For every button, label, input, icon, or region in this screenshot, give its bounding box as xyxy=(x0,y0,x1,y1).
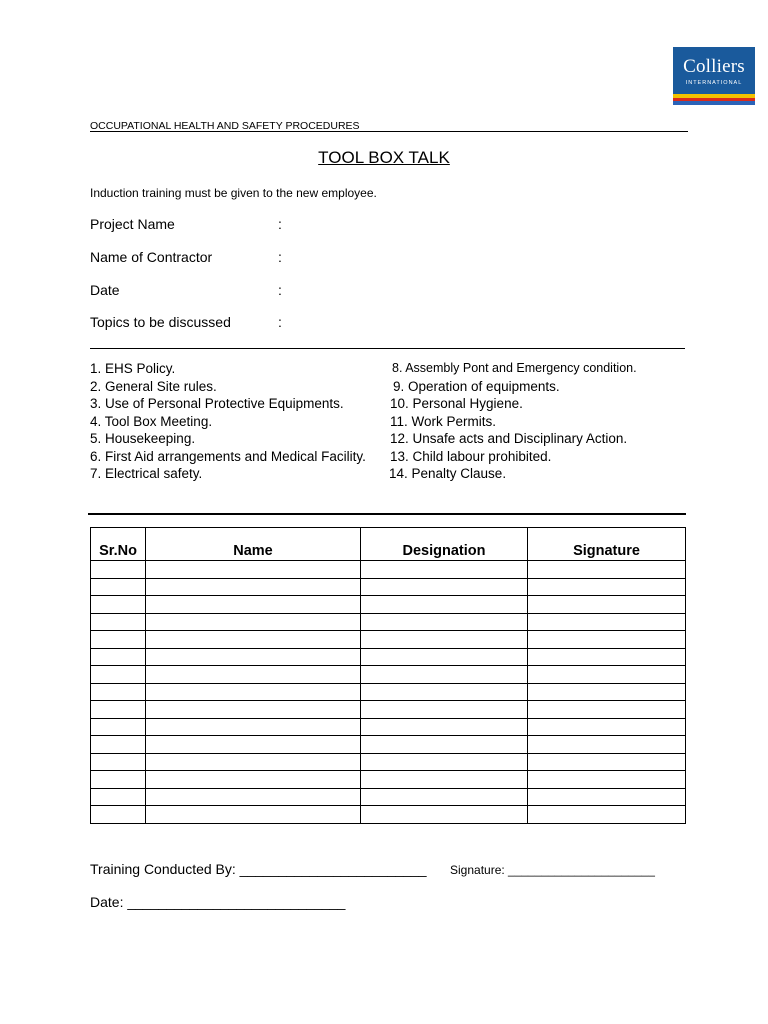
designation-cell[interactable] xyxy=(361,561,528,579)
field-topics-colon: : xyxy=(278,314,282,330)
intro-text: Induction training must be given to the new employee. xyxy=(90,186,377,200)
designation-cell[interactable] xyxy=(361,718,528,736)
table-row xyxy=(91,648,686,666)
designation-cell[interactable] xyxy=(361,578,528,596)
page-title: TOOL BOX TALK xyxy=(318,148,450,167)
topic-item: 7. Electrical safety. xyxy=(90,466,203,481)
field-date-colon: : xyxy=(278,282,282,298)
name-cell[interactable] xyxy=(146,631,361,649)
training-conducted-by-line: Training Conducted By: ________________________ xyxy=(90,861,427,877)
signature-cell[interactable] xyxy=(528,701,686,719)
table-row xyxy=(91,578,686,596)
signature-cell[interactable] xyxy=(528,806,686,824)
name-cell[interactable] xyxy=(146,578,361,596)
table-row xyxy=(91,596,686,614)
logo-stripe-blue xyxy=(673,101,755,105)
logo-stripes xyxy=(673,94,755,105)
srno-cell[interactable] xyxy=(91,771,146,789)
signature-cell[interactable] xyxy=(528,666,686,684)
topic-item: 9. Operation of equipments. xyxy=(393,378,560,394)
table-row xyxy=(91,613,686,631)
signature-cell[interactable] xyxy=(528,753,686,771)
field-project-name-label: Project Name xyxy=(90,216,175,232)
topic-item: 12. Unsafe acts and Disciplinary Action. xyxy=(390,431,628,446)
srno-cell[interactable] xyxy=(91,753,146,771)
signature-cell[interactable] xyxy=(528,578,686,596)
designation-cell[interactable] xyxy=(361,806,528,824)
name-cell[interactable] xyxy=(146,753,361,771)
srno-cell[interactable] xyxy=(91,736,146,754)
section-header: OCCUPATIONAL HEALTH AND SAFETY PROCEDURES xyxy=(90,120,360,132)
table-row xyxy=(91,753,686,771)
table-row xyxy=(91,683,686,701)
signature-cell[interactable] xyxy=(528,613,686,631)
date-line: Date: ____________________________ xyxy=(90,894,346,910)
table-top-divider xyxy=(88,513,686,515)
srno-cell[interactable] xyxy=(91,701,146,719)
designation-cell[interactable] xyxy=(361,736,528,754)
signature-cell[interactable] xyxy=(528,683,686,701)
field-project-name-colon: : xyxy=(278,216,282,232)
topic-item: 3. Use of Personal Protective Equipments. xyxy=(90,396,344,411)
table-header-row xyxy=(91,528,686,561)
signature-cell[interactable] xyxy=(528,718,686,736)
name-cell[interactable] xyxy=(146,718,361,736)
name-cell[interactable] xyxy=(146,561,361,579)
table-row xyxy=(91,701,686,719)
name-cell[interactable] xyxy=(146,771,361,789)
topic-item: 4. Tool Box Meeting. xyxy=(90,413,213,429)
table-row xyxy=(91,718,686,736)
signature-cell[interactable] xyxy=(528,631,686,649)
logo-subtitle: INTERNATIONAL xyxy=(685,80,743,86)
name-cell[interactable] xyxy=(146,596,361,614)
signature-cell[interactable] xyxy=(528,596,686,614)
srno-cell[interactable] xyxy=(91,806,146,824)
field-date-label: Date xyxy=(90,282,120,298)
field-topics-label: Topics to be discussed xyxy=(90,314,231,330)
topic-item: 10. Personal Hygiene. xyxy=(390,396,523,411)
table-row xyxy=(91,771,686,789)
srno-cell[interactable] xyxy=(91,648,146,666)
topic-item: 14. Penalty Clause. xyxy=(389,466,507,481)
table-row xyxy=(91,631,686,649)
srno-cell[interactable] xyxy=(91,578,146,596)
srno-cell[interactable] xyxy=(91,561,146,579)
designation-cell[interactable] xyxy=(361,753,528,771)
srno-cell[interactable] xyxy=(91,613,146,631)
topic-item: 1. EHS Policy. xyxy=(90,361,176,376)
srno-cell[interactable] xyxy=(91,666,146,684)
signature-cell[interactable] xyxy=(528,561,686,579)
table-row xyxy=(91,788,686,806)
name-cell[interactable] xyxy=(146,788,361,806)
name-cell[interactable] xyxy=(146,613,361,631)
designation-cell[interactable] xyxy=(361,596,528,614)
name-cell[interactable] xyxy=(146,666,361,684)
name-cell[interactable] xyxy=(146,736,361,754)
srno-cell[interactable] xyxy=(91,788,146,806)
topic-item: 2. General Site rules. xyxy=(90,378,217,394)
designation-cell[interactable] xyxy=(361,701,528,719)
field-contractor-colon: : xyxy=(278,249,282,265)
name-cell[interactable] xyxy=(146,683,361,701)
table-row xyxy=(91,666,686,684)
table-row xyxy=(91,561,686,579)
attendance-table-body xyxy=(91,561,686,824)
name-cell[interactable] xyxy=(146,806,361,824)
column-header-srno: Sr.No xyxy=(91,528,146,561)
name-cell[interactable] xyxy=(146,648,361,666)
field-contractor-label: Name of Contractor xyxy=(90,249,213,265)
table-row xyxy=(91,736,686,754)
designation-cell[interactable] xyxy=(361,788,528,806)
logo-wordmark: Colliers xyxy=(683,56,745,77)
designation-cell[interactable] xyxy=(361,648,528,666)
designation-cell[interactable] xyxy=(361,631,528,649)
designation-cell[interactable] xyxy=(361,666,528,684)
column-header-signature: Signature xyxy=(528,528,686,561)
topic-item: 13. Child labour prohibited. xyxy=(390,448,552,464)
column-header-designation: Designation xyxy=(361,528,528,561)
page-title-wrap xyxy=(0,148,768,168)
topic-item: 8. Assembly Pont and Emergency condition. xyxy=(392,361,637,375)
srno-cell[interactable] xyxy=(91,683,146,701)
designation-cell[interactable] xyxy=(361,613,528,631)
column-header-name: Name xyxy=(146,528,361,561)
topic-item: 6. First Aid arrangements and Medical Facility. xyxy=(90,448,366,464)
designation-cell[interactable] xyxy=(361,683,528,701)
designation-cell[interactable] xyxy=(361,771,528,789)
topics-divider xyxy=(90,348,685,349)
signature-line: Signature: ______________________ xyxy=(450,863,655,877)
srno-cell[interactable] xyxy=(91,718,146,736)
signature-cell[interactable] xyxy=(528,788,686,806)
header-divider xyxy=(90,131,688,132)
colliers-logo xyxy=(673,47,755,105)
topic-item: 5. Housekeeping. xyxy=(90,431,196,446)
signature-cell[interactable] xyxy=(528,736,686,754)
attendance-table xyxy=(90,527,686,824)
signature-cell[interactable] xyxy=(528,648,686,666)
topic-item: 11. Work Permits. xyxy=(390,413,497,429)
table-row xyxy=(91,806,686,824)
srno-cell[interactable] xyxy=(91,596,146,614)
signature-cell[interactable] xyxy=(528,771,686,789)
srno-cell[interactable] xyxy=(91,631,146,649)
name-cell[interactable] xyxy=(146,701,361,719)
